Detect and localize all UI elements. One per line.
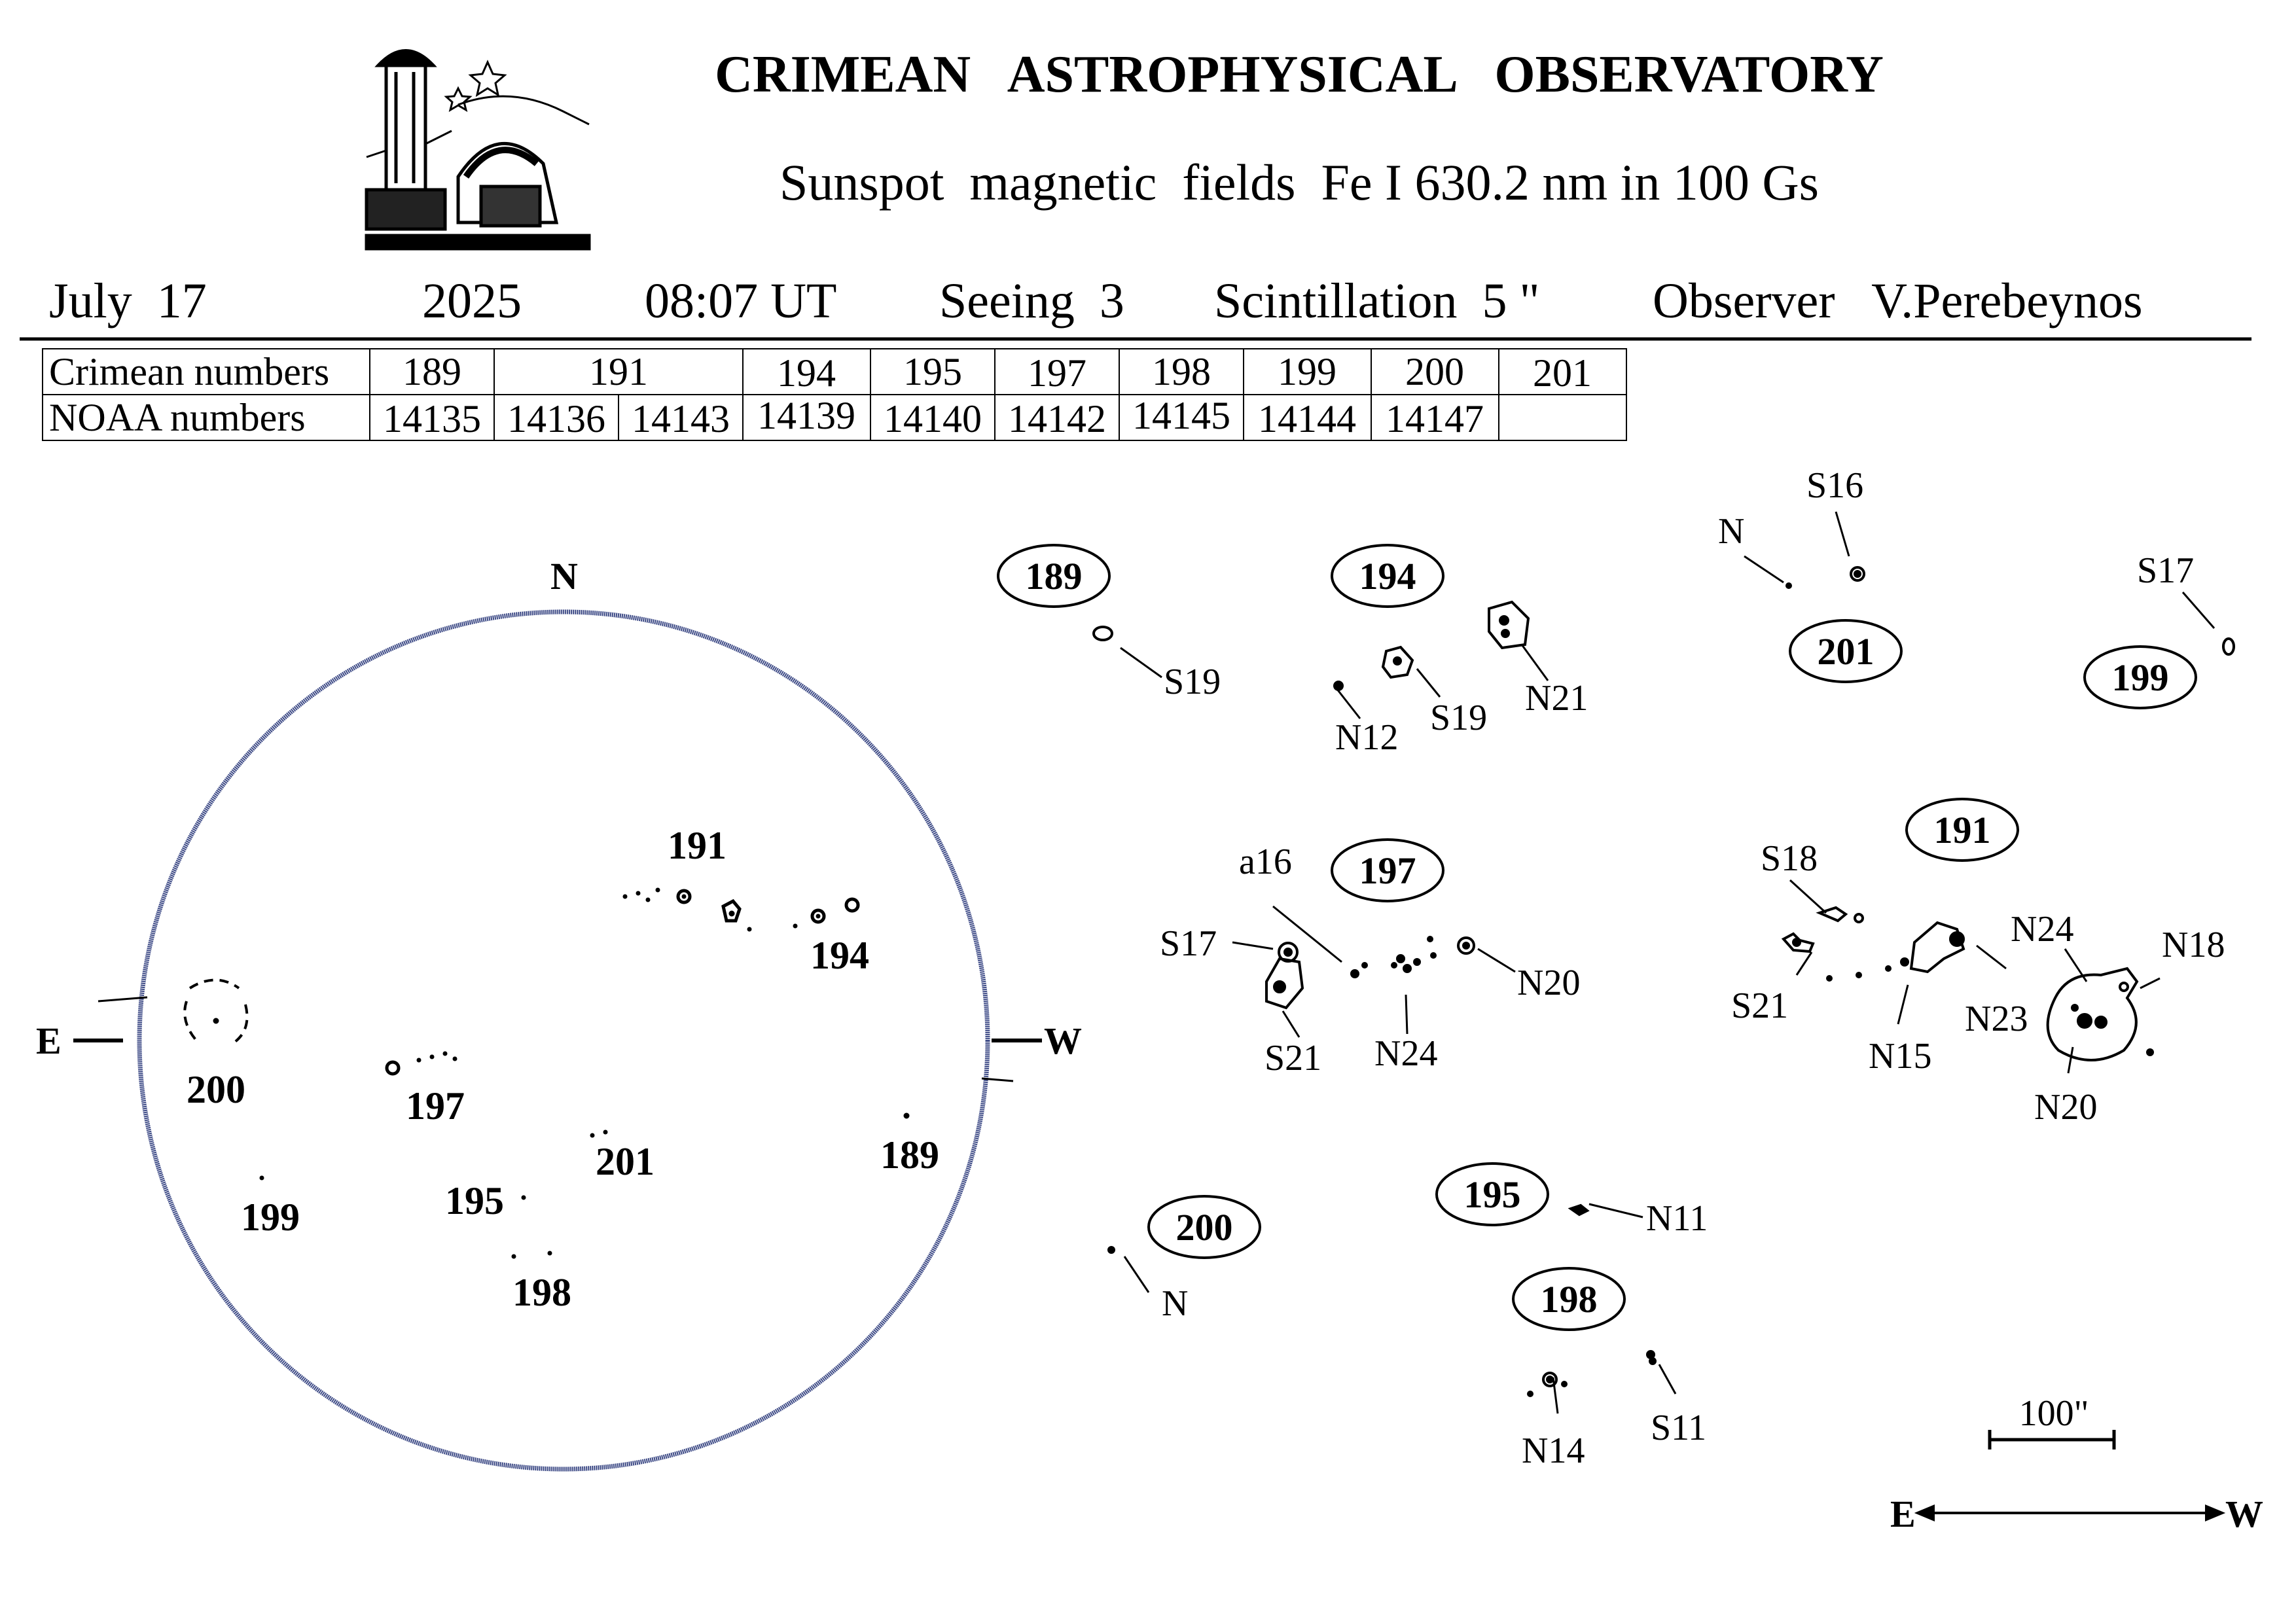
disk-region-label: 194	[810, 934, 869, 977]
table-cell-noaa: 14142	[1008, 397, 1106, 440]
polarity-label: N24	[1374, 1033, 1438, 1074]
observer-name: Observer V.Perebeynos	[1653, 274, 2143, 329]
direction-arrow	[1918, 1506, 2222, 1520]
table-cell-crimean: 195	[903, 350, 962, 393]
observation-year: 2025	[422, 274, 522, 329]
page-subtitle: Sunspot magnetic fields Fe I 630.2 nm in 100 Gs	[779, 154, 1820, 211]
table-cell-noaa: 14135	[383, 397, 481, 440]
disk-region-label: 199	[241, 1196, 300, 1239]
disk-west-label: W	[1044, 1020, 1082, 1062]
panel-region-id: 199	[2111, 656, 2169, 699]
polarity-label: S17	[1160, 923, 1217, 964]
polarity-label: S21	[1731, 986, 1789, 1026]
scintillation-value: Scintillation 5 "	[1214, 274, 1540, 329]
polarity-label: N23	[1965, 999, 2028, 1039]
polarity-label: N12	[1335, 717, 1399, 758]
table-cell-crimean: 191	[589, 350, 648, 393]
disk-east-label: E	[36, 1020, 62, 1062]
table-cell-crimean: 198	[1152, 350, 1211, 393]
table-row-label-crimean: Crimean numbers	[49, 350, 330, 393]
solar-disk	[139, 612, 988, 1469]
polarity-label: S19	[1430, 698, 1488, 738]
disk-region-label: 189	[880, 1133, 939, 1177]
polarity-label: a16	[1239, 842, 1292, 882]
table-cell-noaa: 14136	[507, 397, 605, 440]
disk-region-label: 200	[187, 1068, 245, 1111]
observation-date: July 17	[49, 274, 207, 329]
polarity-label: N20	[2034, 1087, 2098, 1128]
panel-region-id: 198	[1540, 1278, 1598, 1321]
disk-north-label: N	[550, 555, 578, 597]
table-cell-noaa: 14147	[1386, 397, 1484, 440]
polarity-label: N	[1718, 511, 1745, 552]
polarity-label: S11	[1651, 1408, 1707, 1448]
table-cell-crimean: 200	[1405, 350, 1464, 393]
table-cell-crimean: 189	[403, 350, 461, 393]
seeing-value: Seeing 3	[939, 274, 1124, 329]
table-cell-crimean: 197	[1028, 351, 1086, 395]
table-row-label-noaa: NOAA numbers	[49, 396, 306, 439]
polarity-label: N24	[2011, 909, 2074, 950]
observation-time: 08:07 UT	[645, 274, 837, 329]
table-cell-crimean: 201	[1533, 351, 1592, 395]
disk-region-label: 201	[596, 1140, 655, 1183]
panel-region-id: 200	[1175, 1206, 1233, 1249]
panel-region-id: 189	[1025, 555, 1083, 597]
polarity-label: N15	[1869, 1036, 1932, 1076]
table-cell-noaa: 14143	[632, 397, 730, 440]
direction-west-label: W	[2225, 1493, 2263, 1535]
direction-east-label: E	[1890, 1493, 1916, 1535]
polarity-label: S19	[1164, 662, 1221, 702]
polarity-label: N11	[1646, 1198, 1708, 1239]
polarity-label: S21	[1265, 1038, 1322, 1078]
polarity-label: N20	[1517, 963, 1581, 1003]
page-title: CRIMEAN ASTROPHYSICAL OBSERVATORY	[715, 46, 1884, 103]
scale-bar-label: 100"	[2018, 1393, 2089, 1434]
polarity-label: N21	[1525, 678, 1588, 719]
polarity-label: S16	[1806, 465, 1864, 506]
panel-region-id: 194	[1359, 555, 1416, 597]
table-cell-noaa: 14144	[1258, 397, 1356, 440]
table-cell-crimean: 194	[777, 351, 836, 395]
panel-region-id: 191	[1933, 809, 1991, 851]
disk-region-label: 195	[445, 1179, 504, 1222]
observatory-logo	[367, 51, 589, 249]
polarity-label: S18	[1761, 838, 1818, 879]
panel-region-id: 195	[1463, 1173, 1521, 1216]
table-cell-crimean: 199	[1278, 350, 1336, 393]
polarity-label: N18	[2162, 925, 2225, 965]
panel-region-id: 197	[1359, 849, 1416, 892]
polarity-label: N	[1162, 1283, 1189, 1324]
panel-region-id: 201	[1817, 630, 1874, 673]
table-cell-noaa: 14139	[757, 394, 855, 437]
polarity-label: S17	[2137, 550, 2195, 591]
disk-region-label: 197	[406, 1084, 465, 1128]
polarity-label: N14	[1522, 1431, 1585, 1471]
disk-region-label: 191	[668, 824, 726, 867]
table-cell-noaa: 14145	[1132, 394, 1230, 437]
table-cell-noaa: 14140	[884, 397, 982, 440]
disk-region-label: 198	[512, 1271, 571, 1314]
